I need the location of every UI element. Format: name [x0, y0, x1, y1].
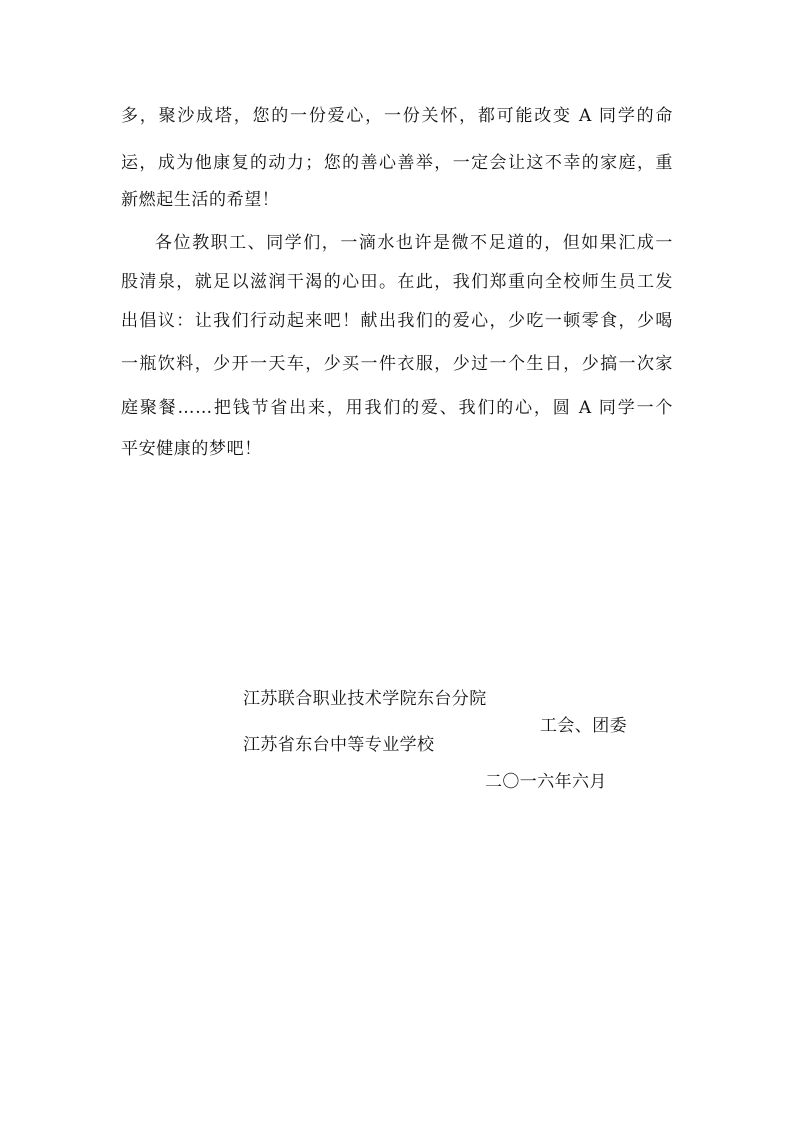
body-line-5: 股清泉，就足以滋润干渴的心田。在此，我们郑重向全校师生员工发	[121, 272, 673, 292]
body-line-8: 庭聚餐……把钱节省出来，用我们的爱、我们的心，圆 A 同学一个	[121, 398, 673, 418]
body-line-1: 多，聚沙成塔，您的一份爱心，一份关怀，都可能改变 A 同学的命	[121, 106, 673, 126]
signature-org-1: 江苏联合职业技术学院东台分院	[243, 689, 487, 709]
body-line-3: 新燃起生活的希望！	[121, 190, 280, 210]
signature-date: 二〇一六年六月	[485, 772, 607, 792]
signature-dept: 工会、团委	[540, 716, 627, 736]
body-line-4: 各位教职工、同学们，一滴水也许是微不足道的，但如果汇成一	[155, 233, 673, 253]
body-line-2: 运，成为他康复的动力；您的善心善举，一定会让这不幸的家庭，重	[121, 153, 673, 173]
body-line-7: 一瓶饮料，少开一天车，少买一件衣服，少过一个生日，少搞一次家	[121, 354, 673, 374]
body-line-9: 平安健康的梦吧！	[121, 439, 262, 459]
body-line-6: 出倡议：让我们行动起来吧！献出我们的爱心，少吃一顿零食，少喝	[121, 311, 673, 331]
signature-org-2: 江苏省东台中等专业学校	[243, 735, 435, 755]
